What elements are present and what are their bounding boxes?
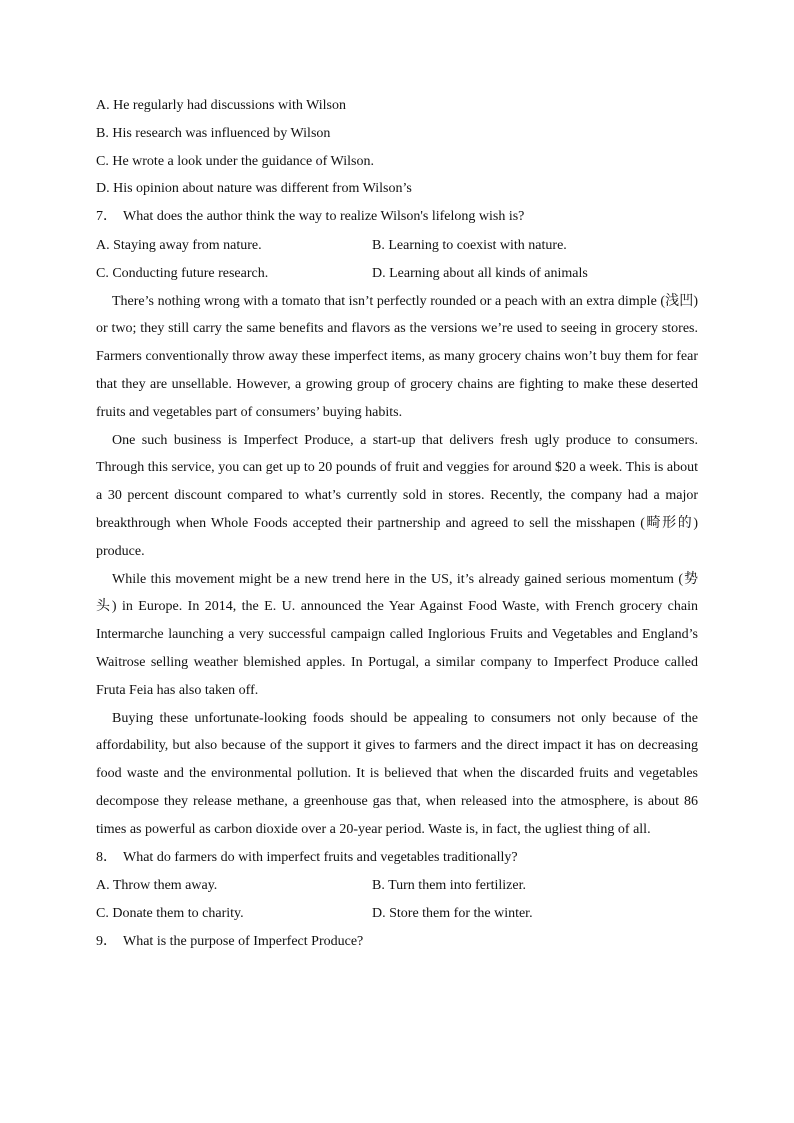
question-8 [96, 844, 698, 873]
reading-passage [96, 288, 698, 844]
q8-options-row-1 [96, 872, 698, 900]
q7-options-row-2 [96, 260, 698, 288]
q7-option-c: C. Conducting future research. [96, 265, 269, 281]
q8-option-c: C. Donate them to charity. [96, 906, 244, 922]
q6-option-d: D. His opinion about nature was different from Wilson’s [96, 181, 412, 197]
q7-option-b: B. Learning to coexist with nature. [372, 237, 567, 253]
q6-option-c: C. He wrote a look under the guidance of Wilson. [96, 153, 374, 169]
question-9-number: 9． [96, 934, 117, 950]
question-7 [96, 203, 698, 232]
q7-option-a: A. Staying away from nature. [96, 237, 262, 253]
passage-paragraph-4: Buying these unfortunate-looking foods should be appealing to consumers not only because of the affordability, but also because of the support it gives to farmers and the direct impact it has on decreasing food waste and the environmental pollution. It is believed that when the discarded fruits and vegetables decompose they release methane, a greenhouse gas that, when released into the atmosphere, is about 86 times as powerful as carbon dioxide over a 20-year period. Waste is, in fact, the ugliest thing of all. [96, 710, 698, 837]
q6-option-b: B. His research was influenced by Wilson [96, 125, 331, 141]
question-8-number: 8． [96, 849, 117, 865]
q8-option-d: D. Store them for the winter. [372, 906, 533, 922]
q8-option-b: B. Turn them into fertilizer. [372, 878, 526, 894]
question-7-number: 7． [96, 209, 117, 225]
q6-options [96, 92, 698, 203]
question-8-text: What do farmers do with imperfect fruits and vegetables traditionally? [123, 849, 518, 865]
question-7-text: What does the author think the way to realize Wilson's lifelong wish is? [123, 209, 525, 225]
question-9-text: What is the purpose of Imperfect Produce? [123, 934, 364, 950]
q8-option-a: A. Throw them away. [96, 878, 218, 894]
passage-paragraph-1: There’s nothing wrong with a tomato that isn’t perfectly rounded or a peach with an extra dimple (浅凹) or two; they still carry the same benefits and flavors as the versions we’re used to seeing in grocery stores. Farmers conventionally throw away these imperfect items, as many grocery chains won’t buy them for fear that they are unsellable. However, a growing group of grocery chains are fighting to make these deserted fruits and vegetables part of consumers’ buying habits. [96, 293, 698, 420]
passage-paragraph-2: One such business is Imperfect Produce, a start-up that delivers fresh ugly produce to consumers. Through this service, you can get up to 20 pounds of fruit and veggies for around $20 a week. This is about a 30 percent discount compared to what’s currently sold in stores. Recently, the company had a major breakthrough when Whole Foods accepted their partnership and agreed to sell the misshapen (畸形的) produce. [96, 432, 698, 559]
passage-paragraph-3: While this movement might be a new trend here in the US, it’s already gained serious momentum (势头) in Europe. In 2014, the E. U. announced the Year Against Food Waste, with French grocery chain Intermarche launching a very successful campaign called Inglorious Fruits and Vegetables and England’s Waitrose selling weather blemished apples. In Portugal, a similar company to Imperfect Produce called Fruta Feia has also taken off. [96, 571, 698, 698]
q8-options-row-2 [96, 900, 698, 928]
exam-page [96, 92, 698, 957]
q6-option-a: A. He regularly had discussions with Wilson [96, 98, 346, 113]
q7-option-d: D. Learning about all kinds of animals [372, 265, 588, 281]
question-9 [96, 928, 698, 957]
q7-options-row-1 [96, 232, 698, 260]
